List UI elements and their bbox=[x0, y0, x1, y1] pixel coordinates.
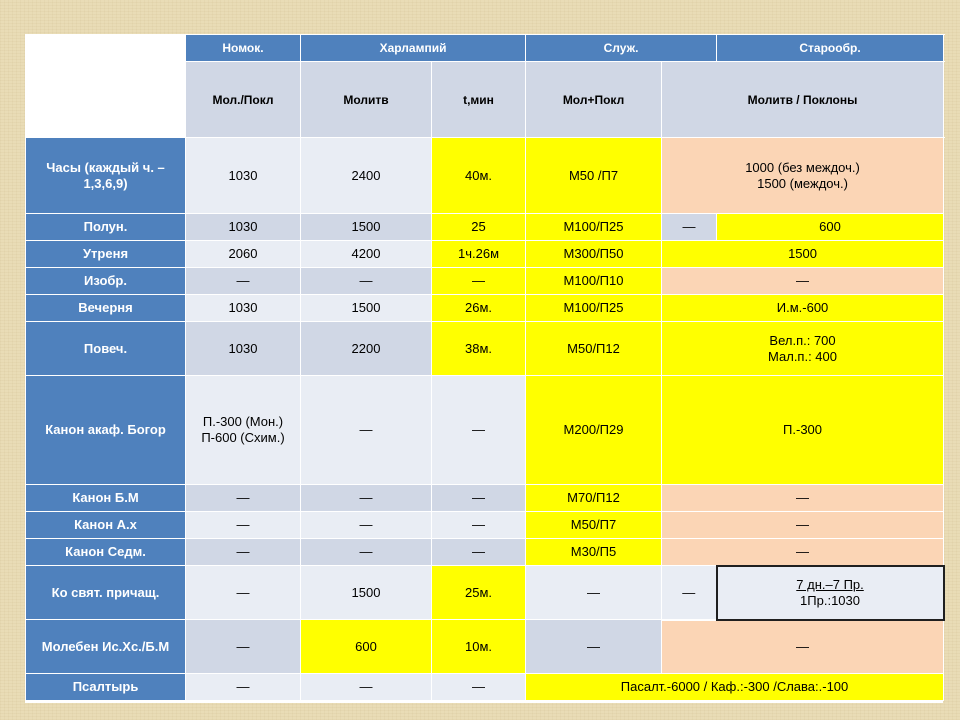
cell-nomok: — bbox=[186, 512, 301, 539]
cell-staroobr: — bbox=[662, 485, 944, 512]
table-row bbox=[26, 138, 944, 214]
cell-nomok: — bbox=[186, 566, 301, 620]
cell-staroobr: — bbox=[662, 512, 944, 539]
cell-staroobr: — bbox=[662, 620, 944, 674]
cell-time: 25 bbox=[432, 214, 526, 241]
cell-nomok: — bbox=[186, 620, 301, 674]
cell-time: 26м. bbox=[432, 295, 526, 322]
cell-nomok: 1030 bbox=[186, 322, 301, 376]
cell-staroobr: — bbox=[662, 539, 944, 566]
cell-molitv: 2400 bbox=[301, 138, 432, 214]
cell-line: 1500 (междоч.) bbox=[757, 175, 848, 191]
cell-line: 1Пр.:1030 bbox=[800, 592, 860, 608]
table-row bbox=[26, 376, 944, 485]
cell-nomok: 1030 bbox=[186, 214, 301, 241]
cell-psaltir-merged: Пасалт.-6000 / Каф.:-300 /Слава:.-100 bbox=[526, 674, 944, 701]
header-row-groups bbox=[26, 35, 944, 62]
row-label: Канон А.х bbox=[26, 512, 186, 539]
cell-nomok: — bbox=[186, 485, 301, 512]
cell-staroobr-b bbox=[717, 566, 944, 620]
table-row bbox=[26, 268, 944, 295]
cell-staroobr: П.-300 bbox=[662, 376, 944, 485]
cell-time: — bbox=[432, 512, 526, 539]
cell-nomok: — bbox=[186, 268, 301, 295]
row-label: Молебен Ис.Хс./Б.М bbox=[26, 620, 186, 674]
table-row bbox=[26, 674, 944, 701]
cell-molitv: — bbox=[301, 674, 432, 701]
cell-staroobr bbox=[662, 322, 944, 376]
cell-sluzh: М70/П12 bbox=[526, 485, 662, 512]
cell-molitv: 1500 bbox=[301, 295, 432, 322]
cell-time: — bbox=[432, 485, 526, 512]
subheader-mol-plus-pokl: Мол+Покл bbox=[526, 62, 662, 138]
cell-molitv: 1500 bbox=[301, 566, 432, 620]
cell-sluzh: М100/П25 bbox=[526, 214, 662, 241]
cell-time: 25м. bbox=[432, 566, 526, 620]
cell-sluzh: М50 /П7 bbox=[526, 138, 662, 214]
row-label: Канон акаф. Богор bbox=[26, 376, 186, 485]
table-row bbox=[26, 566, 944, 620]
row-label: Повеч. bbox=[26, 322, 186, 376]
col-header-staroobr: Старообр. bbox=[717, 35, 944, 62]
cell-staroobr: — bbox=[662, 268, 944, 295]
cell-nomok: 1030 bbox=[186, 138, 301, 214]
table-row bbox=[26, 295, 944, 322]
cell-staroobr: 1500 bbox=[662, 241, 944, 268]
cell-line: 7 дн.–7 Пр. bbox=[796, 576, 864, 592]
row-label: Канон Седм. bbox=[26, 539, 186, 566]
col-header-nomok: Номок. bbox=[186, 35, 301, 62]
cell-staroobr-a: — bbox=[662, 566, 717, 620]
cell-line: П-600 (Схим.) bbox=[201, 430, 285, 445]
cell-staroobr-a: — bbox=[662, 214, 717, 241]
cell-molitv: 4200 bbox=[301, 241, 432, 268]
table-row bbox=[26, 512, 944, 539]
cell-molitv: 2200 bbox=[301, 322, 432, 376]
row-label: Полун. bbox=[26, 214, 186, 241]
cell-molitv: — bbox=[301, 539, 432, 566]
cell-time: — bbox=[432, 674, 526, 701]
row-label: Утреня bbox=[26, 241, 186, 268]
cell-sluzh: М50/П7 bbox=[526, 512, 662, 539]
subheader-time: t,мин bbox=[432, 62, 526, 138]
cell-nomok: — bbox=[186, 674, 301, 701]
cell-staroobr: И.м.-600 bbox=[662, 295, 944, 322]
subheader-molitv: Молитв bbox=[301, 62, 432, 138]
cell-sluzh: М30/П5 bbox=[526, 539, 662, 566]
cell-sluzh: М100/П25 bbox=[526, 295, 662, 322]
cell-sluzh: — bbox=[526, 566, 662, 620]
cell-time: 40м. bbox=[432, 138, 526, 214]
prayer-rules-table bbox=[25, 34, 944, 701]
cell-sluzh: М300/П50 bbox=[526, 241, 662, 268]
col-header-sluzh: Служ. bbox=[526, 35, 717, 62]
cell-time: 1ч.26м bbox=[432, 241, 526, 268]
cell-molitv: — bbox=[301, 485, 432, 512]
cell-time: — bbox=[432, 376, 526, 485]
table-row bbox=[26, 241, 944, 268]
cell-sluzh: М50/П12 bbox=[526, 322, 662, 376]
cell-nomok: 2060 bbox=[186, 241, 301, 268]
cell-molitv: 600 bbox=[301, 620, 432, 674]
corner-cell bbox=[26, 35, 186, 138]
cell-sluzh: — bbox=[526, 620, 662, 674]
table-row bbox=[26, 214, 944, 241]
table-row bbox=[26, 322, 944, 376]
row-label: Часы (каждый ч. – 1,3,6,9) bbox=[26, 138, 186, 214]
row-label: Вечерня bbox=[26, 295, 186, 322]
cell-nomok bbox=[186, 376, 301, 485]
cell-line: 1000 (без междоч.) bbox=[745, 159, 860, 175]
row-label: Изобр. bbox=[26, 268, 186, 295]
cell-nomok: 1030 bbox=[186, 295, 301, 322]
row-label: Ко свят. причащ. bbox=[26, 566, 186, 620]
cell-time: 10м. bbox=[432, 620, 526, 674]
table-row bbox=[26, 485, 944, 512]
cell-molitv: — bbox=[301, 512, 432, 539]
cell-line: Вел.п.: 700 bbox=[769, 332, 836, 348]
cell-nomok: — bbox=[186, 539, 301, 566]
cell-time: 38м. bbox=[432, 322, 526, 376]
subheader-molitv-poklony: Молитв / Поклоны bbox=[662, 62, 944, 138]
cell-molitv: — bbox=[301, 268, 432, 295]
cell-time: — bbox=[432, 268, 526, 295]
cell-molitv: — bbox=[301, 376, 432, 485]
subheader-mol-pokl: Мол./Покл bbox=[186, 62, 301, 138]
cell-staroobr bbox=[662, 138, 944, 214]
row-label: Псалтырь bbox=[26, 674, 186, 701]
table-row bbox=[26, 620, 944, 674]
cell-time: — bbox=[432, 539, 526, 566]
cell-sluzh: М100/П10 bbox=[526, 268, 662, 295]
row-label: Канон Б.М bbox=[26, 485, 186, 512]
table-row bbox=[26, 539, 944, 566]
cell-line: П.-300 (Мон.) bbox=[202, 414, 284, 429]
cell-molitv: 1500 bbox=[301, 214, 432, 241]
col-header-kharlampiy: Харлампий bbox=[301, 35, 526, 62]
cell-staroobr-b: 600 bbox=[717, 214, 944, 241]
cell-sluzh: М200/П29 bbox=[526, 376, 662, 485]
cell-line: Мал.п.: 400 bbox=[768, 348, 837, 364]
